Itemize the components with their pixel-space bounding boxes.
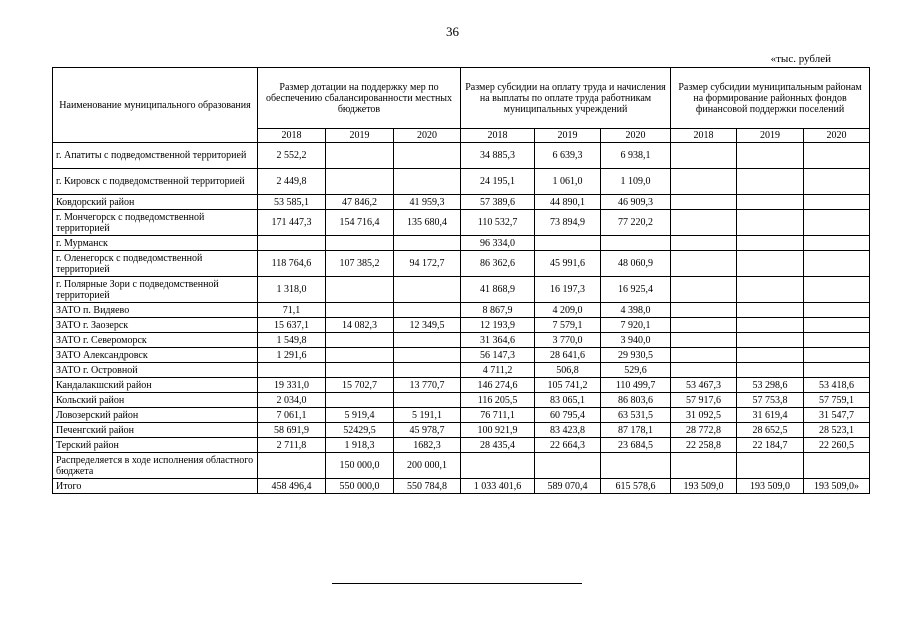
value-cell	[394, 363, 461, 378]
year-header: 2018	[671, 129, 737, 143]
table-row	[53, 251, 870, 277]
value-cell: 458 496,4	[258, 479, 326, 494]
value-cell: 52429,5	[326, 423, 394, 438]
header-group-salary-subsidy: Размер субсидии на оплату труда и начисления на выплаты по оплате труда работникам муниципальных учреждений	[461, 68, 671, 129]
value-cell	[804, 348, 870, 363]
value-cell: 31 364,6	[461, 333, 535, 348]
municipality-name: ЗАТО г. Североморск	[53, 333, 258, 348]
municipality-name: г. Полярные Зори с подведомственной территорией	[53, 277, 258, 303]
value-cell: 615 578,6	[601, 479, 671, 494]
value-cell: 1 549,8	[258, 333, 326, 348]
value-cell	[737, 251, 804, 277]
value-cell: 56 147,3	[461, 348, 535, 363]
bottom-divider	[332, 583, 582, 584]
value-cell: 5 919,4	[326, 408, 394, 423]
value-cell	[804, 210, 870, 236]
value-cell: 100 921,9	[461, 423, 535, 438]
value-cell	[737, 195, 804, 210]
municipality-name: Итого	[53, 479, 258, 494]
municipality-name: ЗАТО г. Островной	[53, 363, 258, 378]
value-cell	[737, 169, 804, 195]
value-cell: 154 716,4	[326, 210, 394, 236]
municipality-name: Кандалакшский район	[53, 378, 258, 393]
table-row	[53, 195, 870, 210]
value-cell: 83 065,1	[535, 393, 601, 408]
year-header: 2018	[461, 129, 535, 143]
value-cell: 12 349,5	[394, 318, 461, 333]
value-cell: 34 885,3	[461, 143, 535, 169]
header-group-subsidy-balance: Размер дотации на поддержку мер по обеспечению сбалансированности местных бюджетов	[258, 68, 461, 129]
value-cell: 57 389,6	[461, 195, 535, 210]
value-cell: 193 509,0	[737, 479, 804, 494]
value-cell	[394, 277, 461, 303]
year-header: 2019	[737, 129, 804, 143]
value-cell	[394, 348, 461, 363]
value-cell	[737, 363, 804, 378]
value-cell	[394, 143, 461, 169]
value-cell	[737, 333, 804, 348]
value-cell: 7 579,1	[535, 318, 601, 333]
table-row	[53, 348, 870, 363]
year-header: 2019	[535, 129, 601, 143]
table-row	[53, 408, 870, 423]
table-row	[53, 303, 870, 318]
table-row	[53, 318, 870, 333]
value-cell: 15 702,7	[326, 378, 394, 393]
value-cell: 150 000,0	[326, 453, 394, 479]
value-cell	[804, 143, 870, 169]
value-cell: 41 959,3	[394, 195, 461, 210]
value-cell: 53 467,3	[671, 378, 737, 393]
value-cell: 46 909,3	[601, 195, 671, 210]
value-cell: 193 509,0	[671, 479, 737, 494]
value-cell: 86 803,6	[601, 393, 671, 408]
table-row	[53, 210, 870, 236]
value-cell: 3 770,0	[535, 333, 601, 348]
value-cell: 2 449,8	[258, 169, 326, 195]
value-cell: 19 331,0	[258, 378, 326, 393]
municipality-name: Ловозерский район	[53, 408, 258, 423]
value-cell	[804, 333, 870, 348]
value-cell: 63 531,5	[601, 408, 671, 423]
municipality-name: ЗАТО г. Заозерск	[53, 318, 258, 333]
value-cell: 29 930,5	[601, 348, 671, 363]
value-cell: 6 639,3	[535, 143, 601, 169]
value-cell	[535, 453, 601, 479]
value-cell	[258, 453, 326, 479]
value-cell: 31 619,4	[737, 408, 804, 423]
municipality-name: Терский район	[53, 438, 258, 453]
municipality-name: Кольский район	[53, 393, 258, 408]
subsidy-table	[52, 67, 870, 494]
value-cell	[804, 277, 870, 303]
value-cell	[671, 277, 737, 303]
year-header: 2018	[258, 129, 326, 143]
value-cell	[804, 236, 870, 251]
value-cell: 16 197,3	[535, 277, 601, 303]
value-cell: 45 991,6	[535, 251, 601, 277]
value-cell: 1 291,6	[258, 348, 326, 363]
value-cell	[671, 210, 737, 236]
value-cell	[461, 453, 535, 479]
value-cell	[804, 195, 870, 210]
year-header: 2020	[601, 129, 671, 143]
value-cell: 86 362,6	[461, 251, 535, 277]
municipality-name: ЗАТО Александровск	[53, 348, 258, 363]
municipality-name: г. Кировск с подведомственной территорией	[53, 169, 258, 195]
value-cell	[326, 363, 394, 378]
value-cell: 118 764,6	[258, 251, 326, 277]
value-cell	[394, 303, 461, 318]
value-cell	[394, 169, 461, 195]
value-cell	[737, 303, 804, 318]
municipality-name: г. Мончегорск с подведомственной территорией	[53, 210, 258, 236]
value-cell: 116 205,5	[461, 393, 535, 408]
value-cell: 7 920,1	[601, 318, 671, 333]
value-cell	[671, 348, 737, 363]
municipality-name: г. Мурманск	[53, 236, 258, 251]
value-cell: 53 418,6	[804, 378, 870, 393]
value-cell: 77 220,2	[601, 210, 671, 236]
value-cell: 6 938,1	[601, 143, 671, 169]
value-cell: 4 711,2	[461, 363, 535, 378]
table-row	[53, 453, 870, 479]
value-cell	[326, 277, 394, 303]
value-cell	[671, 143, 737, 169]
value-cell: 57 759,1	[804, 393, 870, 408]
value-cell: 44 890,1	[535, 195, 601, 210]
value-cell: 16 925,4	[601, 277, 671, 303]
value-cell	[804, 363, 870, 378]
page-number: 36	[446, 24, 459, 39]
value-cell: 529,6	[601, 363, 671, 378]
value-cell: 1 061,0	[535, 169, 601, 195]
value-cell: 146 274,6	[461, 378, 535, 393]
table-row	[53, 479, 870, 494]
value-cell	[804, 251, 870, 277]
value-cell	[671, 453, 737, 479]
value-cell: 1 109,0	[601, 169, 671, 195]
value-cell	[737, 236, 804, 251]
value-cell	[326, 236, 394, 251]
value-cell	[258, 236, 326, 251]
value-cell: 171 447,3	[258, 210, 326, 236]
value-cell	[601, 236, 671, 251]
value-cell: 57 753,8	[737, 393, 804, 408]
municipality-name: ЗАТО п. Видяево	[53, 303, 258, 318]
value-cell	[601, 453, 671, 479]
value-cell	[394, 393, 461, 408]
value-cell	[326, 143, 394, 169]
value-cell: 15 637,1	[258, 318, 326, 333]
value-cell: 22 260,5	[804, 438, 870, 453]
value-cell: 45 978,7	[394, 423, 461, 438]
value-cell: 57 917,6	[671, 393, 737, 408]
value-cell	[737, 318, 804, 333]
value-cell	[804, 318, 870, 333]
value-cell	[671, 251, 737, 277]
value-cell: 71,1	[258, 303, 326, 318]
value-cell: 4 209,0	[535, 303, 601, 318]
year-header: 2020	[394, 129, 461, 143]
value-cell: 110 532,7	[461, 210, 535, 236]
value-cell	[804, 169, 870, 195]
value-cell	[737, 210, 804, 236]
value-cell	[804, 303, 870, 318]
value-cell: 41 868,9	[461, 277, 535, 303]
value-cell	[326, 169, 394, 195]
value-cell: 76 711,1	[461, 408, 535, 423]
value-cell	[671, 318, 737, 333]
value-cell: 53 298,6	[737, 378, 804, 393]
table-row	[53, 378, 870, 393]
value-cell: 1 918,3	[326, 438, 394, 453]
table-row	[53, 423, 870, 438]
value-cell: 73 894,9	[535, 210, 601, 236]
value-cell: 96 334,0	[461, 236, 535, 251]
units-label: «тыс. рублей	[770, 53, 831, 65]
municipality-name: г. Оленегорск с подведомственной территорией	[53, 251, 258, 277]
value-cell: 5 191,1	[394, 408, 461, 423]
value-cell: 550 000,0	[326, 479, 394, 494]
value-cell: 110 499,7	[601, 378, 671, 393]
value-cell	[671, 236, 737, 251]
value-cell: 87 178,1	[601, 423, 671, 438]
table-row	[53, 143, 870, 169]
value-cell	[737, 277, 804, 303]
value-cell	[326, 393, 394, 408]
value-cell: 28 435,4	[461, 438, 535, 453]
value-cell: 2 034,0	[258, 393, 326, 408]
value-cell: 3 940,0	[601, 333, 671, 348]
table-row	[53, 169, 870, 195]
municipality-name: Печенгский район	[53, 423, 258, 438]
table-row	[53, 277, 870, 303]
value-cell: 47 846,2	[326, 195, 394, 210]
value-cell	[671, 195, 737, 210]
value-cell: 4 398,0	[601, 303, 671, 318]
value-cell: 28 641,6	[535, 348, 601, 363]
municipality-name: г. Апатиты с подведомственной территорией	[53, 143, 258, 169]
value-cell: 58 691,9	[258, 423, 326, 438]
value-cell	[671, 169, 737, 195]
value-cell: 14 082,3	[326, 318, 394, 333]
value-cell	[737, 143, 804, 169]
value-cell: 31 092,5	[671, 408, 737, 423]
value-cell: 22 664,3	[535, 438, 601, 453]
value-cell	[671, 363, 737, 378]
value-cell: 2 552,2	[258, 143, 326, 169]
value-cell: 12 193,9	[461, 318, 535, 333]
value-cell: 83 423,8	[535, 423, 601, 438]
value-cell: 28 772,8	[671, 423, 737, 438]
value-cell	[804, 453, 870, 479]
value-cell: 105 741,2	[535, 378, 601, 393]
value-cell: 8 867,9	[461, 303, 535, 318]
value-cell: 193 509,0»	[804, 479, 870, 494]
value-cell: 2 711,8	[258, 438, 326, 453]
value-cell	[737, 453, 804, 479]
value-cell: 1 033 401,6	[461, 479, 535, 494]
value-cell: 48 060,9	[601, 251, 671, 277]
value-cell: 24 195,1	[461, 169, 535, 195]
value-cell: 135 680,4	[394, 210, 461, 236]
value-cell: 7 061,1	[258, 408, 326, 423]
value-cell	[737, 348, 804, 363]
value-cell: 53 585,1	[258, 195, 326, 210]
municipality-name: Ковдорский район	[53, 195, 258, 210]
table-row	[53, 363, 870, 378]
value-cell: 94 172,7	[394, 251, 461, 277]
value-cell	[326, 333, 394, 348]
value-cell	[394, 333, 461, 348]
value-cell: 23 684,5	[601, 438, 671, 453]
value-cell: 1682,3	[394, 438, 461, 453]
value-cell: 22 258,8	[671, 438, 737, 453]
header-group-district-funds: Размер субсидии муниципальным районам на формирование районных фондов финансовой поддержки поселений	[671, 68, 870, 129]
value-cell	[326, 303, 394, 318]
table-row	[53, 333, 870, 348]
value-cell	[671, 303, 737, 318]
value-cell: 1 318,0	[258, 277, 326, 303]
value-cell	[258, 363, 326, 378]
value-cell: 589 070,4	[535, 479, 601, 494]
table-row	[53, 236, 870, 251]
value-cell: 31 547,7	[804, 408, 870, 423]
municipality-name: Распределяется в ходе исполнения областного бюджета	[53, 453, 258, 479]
table-row	[53, 438, 870, 453]
value-cell: 60 795,4	[535, 408, 601, 423]
table-row	[53, 393, 870, 408]
value-cell: 506,8	[535, 363, 601, 378]
value-cell: 22 184,7	[737, 438, 804, 453]
year-header: 2020	[804, 129, 870, 143]
value-cell: 13 770,7	[394, 378, 461, 393]
value-cell: 28 523,1	[804, 423, 870, 438]
value-cell: 107 385,2	[326, 251, 394, 277]
header-name: Наименование муниципального образования	[53, 68, 258, 143]
value-cell	[671, 333, 737, 348]
year-header: 2019	[326, 129, 394, 143]
value-cell	[535, 236, 601, 251]
value-cell	[394, 236, 461, 251]
value-cell: 200 000,1	[394, 453, 461, 479]
value-cell: 28 652,5	[737, 423, 804, 438]
value-cell: 550 784,8	[394, 479, 461, 494]
value-cell	[326, 348, 394, 363]
